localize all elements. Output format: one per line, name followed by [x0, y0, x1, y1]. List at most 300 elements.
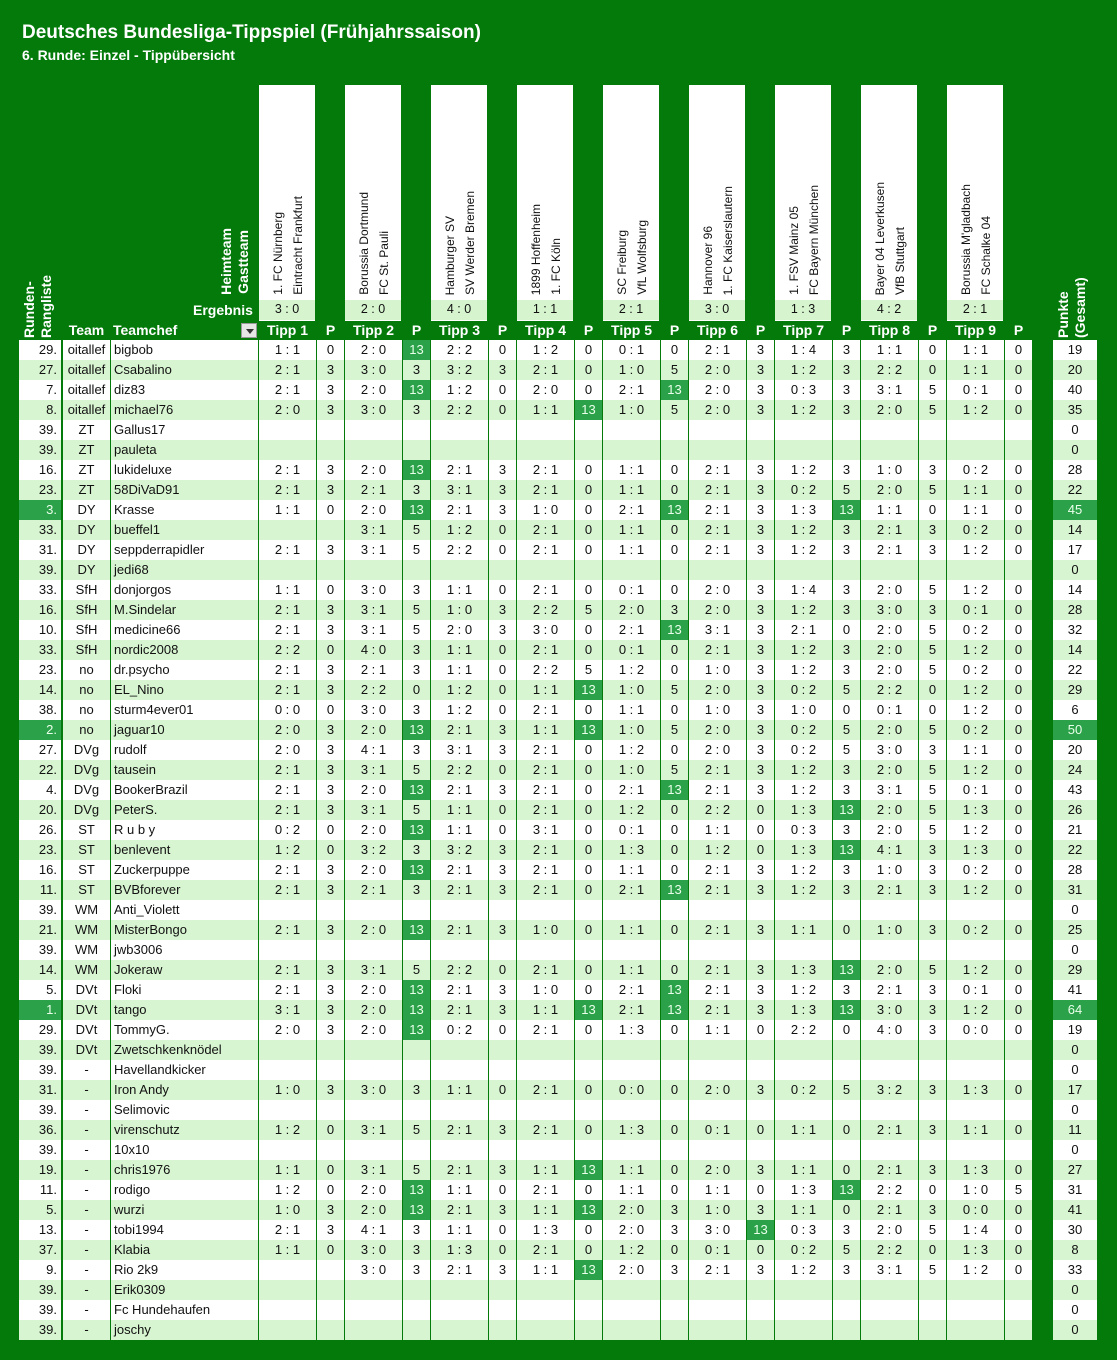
tipp-cell: 2 : 0 — [360, 822, 387, 837]
tipp-cell: 2 : 1 — [704, 1262, 731, 1277]
total-points-cell: 27 — [1067, 1162, 1083, 1177]
rank-cell: 33. — [38, 582, 57, 597]
total-points-cell: 0 — [1071, 1322, 1079, 1337]
tipp-cell: 2 : 1 — [704, 922, 731, 937]
tipp-cell — [431, 1040, 488, 1060]
points-cell: 0 — [1014, 1082, 1023, 1097]
points-cell — [1005, 940, 1032, 960]
points-cell: 3 — [756, 1002, 765, 1017]
table-row — [0, 460, 1117, 480]
tipp-cell: 1 : 2 — [790, 362, 817, 377]
points-cell: 5 — [584, 602, 593, 617]
points-cell: 0 — [842, 702, 851, 717]
points-cell: 3 — [842, 462, 851, 477]
match-home-team: 1899 Hoffenheim — [529, 203, 543, 295]
points-cell: 3 — [756, 382, 765, 397]
points-cell: 3 — [498, 462, 507, 477]
points-cell: 3 — [412, 1222, 421, 1237]
tipp-cell: 1 : 0 — [618, 402, 645, 417]
tipp-cell — [345, 1040, 402, 1060]
tipp-cell: 2 : 1 — [274, 622, 301, 637]
tipp-cell: 0 : 1 — [618, 822, 645, 837]
tipp-cell — [603, 1100, 660, 1120]
tipp-cell — [947, 1140, 1004, 1160]
points-cell: 13 — [833, 1000, 860, 1020]
tipp-cell: 2 : 1 — [704, 882, 731, 897]
points-cell: 3 — [326, 602, 335, 617]
tipp-cell: 1 : 2 — [790, 542, 817, 557]
tipp-cell: 1 : 2 — [274, 1182, 301, 1197]
tipp-cell: 2 : 1 — [704, 542, 731, 557]
tipp-cell — [517, 1280, 574, 1300]
points-cell: 0 — [498, 542, 507, 557]
tipp-cell: 2 : 1 — [274, 382, 301, 397]
team-cell: - — [84, 1242, 89, 1257]
tipp-cell: 1 : 0 — [876, 862, 903, 877]
tipp-cell: 2 : 1 — [532, 1022, 559, 1037]
points-cell: 0 — [584, 782, 593, 797]
points-cell: 13 — [403, 380, 430, 400]
tipp-cell: 1 : 2 — [790, 462, 817, 477]
points-cell: 5 — [928, 822, 937, 837]
points-cell: 0 — [756, 802, 765, 817]
tipp-cell — [345, 940, 402, 960]
team-cell: no — [79, 662, 94, 677]
points-cell: 3 — [498, 862, 507, 877]
points-cell: 3 — [756, 362, 765, 377]
match-header-9 — [947, 85, 1003, 321]
points-cell: 3 — [326, 1082, 335, 1097]
points-cell: 13 — [575, 720, 602, 740]
points-cell: 3 — [928, 882, 937, 897]
tipp-cell — [603, 940, 660, 960]
points-cell: 5 — [842, 722, 851, 737]
points-cell: 0 — [670, 542, 679, 557]
points-cell — [661, 1100, 688, 1120]
tipp-cell: 1 : 3 — [790, 502, 817, 517]
points-cell: 3 — [498, 602, 507, 617]
points-cell: 0 — [1014, 1162, 1023, 1177]
total-points-cell: 19 — [1067, 342, 1083, 357]
tipp-cell: 2 : 0 — [876, 642, 903, 657]
teamchef-cell: virenschutz — [114, 1122, 180, 1137]
tipp-cell: 2 : 1 — [876, 522, 903, 537]
points-cell — [1005, 900, 1032, 920]
points-cell — [317, 520, 344, 540]
table-row — [0, 560, 1117, 580]
points-cell: 0 — [670, 462, 679, 477]
tipp-cell: 1 : 1 — [446, 822, 473, 837]
tipp-cell: 3 : 0 — [360, 362, 387, 377]
rank-cell: 16. — [38, 862, 57, 877]
points-cell: 13 — [747, 1220, 774, 1240]
points-cell: 5 — [842, 1242, 851, 1257]
total-points-cell: 43 — [1067, 782, 1083, 797]
points-cell: 3 — [756, 782, 765, 797]
points-cell: 3 — [412, 882, 421, 897]
points-cell: 3 — [326, 662, 335, 677]
tipp-cell — [775, 1320, 832, 1340]
points-cell — [833, 560, 860, 580]
total-points-cell: 17 — [1067, 542, 1083, 557]
rank-cell: 10. — [38, 622, 57, 637]
tipp-cell — [431, 420, 488, 440]
tipp-cell: 3 : 1 — [446, 742, 473, 757]
table-row — [0, 800, 1117, 820]
points-cell: 13 — [403, 500, 430, 520]
tipp-cell: 2 : 2 — [876, 1182, 903, 1197]
team-cell: - — [84, 1282, 89, 1297]
points-cell: 3 — [498, 842, 507, 857]
tipp-cell: 2 : 1 — [618, 622, 645, 637]
tipp-cell: 1 : 1 — [274, 1242, 301, 1257]
points-cell: 3 — [842, 982, 851, 997]
points-cell: 0 — [1014, 382, 1023, 397]
points-cell: 3 — [842, 342, 851, 357]
table-row — [0, 880, 1117, 900]
points-cell: 13 — [833, 1180, 860, 1200]
points-cell: 3 — [756, 482, 765, 497]
teamchef-cell: sturm4ever01 — [114, 702, 194, 717]
tipp-cell: 0 : 1 — [876, 702, 903, 717]
tipp-cell: 2 : 1 — [274, 962, 301, 977]
tipp-cell — [517, 1140, 574, 1160]
rank-cell: 33. — [38, 642, 57, 657]
points-cell: 3 — [498, 622, 507, 637]
filter-dropdown-icon[interactable] — [241, 323, 257, 338]
table-row — [0, 700, 1117, 720]
teamchef-cell: Selimovic — [114, 1102, 170, 1117]
points-cell — [403, 900, 430, 920]
total-points-cell: 26 — [1067, 802, 1083, 817]
points-cell: 3 — [928, 1022, 937, 1037]
tipp-cell: 1 : 1 — [962, 342, 989, 357]
rank-cell: 5. — [46, 982, 57, 997]
points-cell: 3 — [326, 742, 335, 757]
points-cell — [317, 900, 344, 920]
tipp-cell: 2 : 0 — [704, 1082, 731, 1097]
teamchef-cell: medicine66 — [114, 622, 181, 637]
points-cell: 3 — [498, 1122, 507, 1137]
points-cell: 0 — [584, 702, 593, 717]
points-cell: 3 — [928, 742, 937, 757]
total-points-cell: 24 — [1067, 762, 1083, 777]
tipp-cell: 2 : 0 — [274, 742, 301, 757]
rank-cell: 31. — [38, 1082, 57, 1097]
teamchef-cell: EL_Nino — [114, 682, 164, 697]
points-cell — [489, 1320, 516, 1340]
table-row — [0, 860, 1117, 880]
header-p-4: P — [583, 322, 594, 338]
points-cell: 3 — [326, 722, 335, 737]
team-cell: ST — [78, 882, 95, 897]
tipp-cell: 2 : 1 — [704, 762, 731, 777]
points-cell: 13 — [661, 620, 688, 640]
tipp-cell: 0 : 2 — [790, 1242, 817, 1257]
points-cell — [489, 1300, 516, 1320]
tipp-cell: 1 : 2 — [618, 1242, 645, 1257]
tipp-cell: 2 : 1 — [532, 482, 559, 497]
points-cell: 13 — [403, 460, 430, 480]
tipp-cell: 3 : 1 — [704, 622, 731, 637]
tipp-cell — [689, 900, 746, 920]
tipp-cell: 1 : 2 — [962, 682, 989, 697]
team-cell: ZT — [78, 442, 95, 457]
tipp-cell: 2 : 0 — [360, 722, 387, 737]
points-cell: 3 — [842, 382, 851, 397]
tipp-cell: 1 : 1 — [446, 582, 473, 597]
total-points-cell: 33 — [1067, 1262, 1083, 1277]
tipp-cell: 0 : 1 — [704, 1122, 731, 1137]
match-away-team: FC Bayern München — [807, 184, 821, 295]
points-cell — [747, 1040, 774, 1060]
tipp-cell: 2 : 1 — [790, 622, 817, 637]
tipp-cell — [689, 440, 746, 460]
points-cell — [661, 1320, 688, 1340]
header-tipp-4: Tipp 4 — [525, 322, 566, 338]
tipp-cell: 2 : 1 — [274, 862, 301, 877]
teamchef-cell: Iron Andy — [114, 1082, 169, 1097]
table-row — [0, 660, 1117, 680]
tipp-cell: 0 : 2 — [962, 622, 989, 637]
tipp-cell: 1 : 1 — [876, 502, 903, 517]
points-cell — [403, 1040, 430, 1060]
points-cell: 0 — [928, 702, 937, 717]
tipp-cell: 1 : 2 — [704, 842, 731, 857]
points-cell: 3 — [412, 702, 421, 717]
rank-cell: 29. — [38, 342, 57, 357]
tipp-cell — [775, 440, 832, 460]
tipp-cell: 2 : 1 — [704, 462, 731, 477]
tipp-cell: 2 : 0 — [876, 822, 903, 837]
points-cell: 0 — [584, 762, 593, 777]
total-points-cell: 0 — [1071, 942, 1079, 957]
points-cell: 0 — [584, 1242, 593, 1257]
points-cell: 0 — [584, 342, 593, 357]
rank-cell: 33. — [38, 522, 57, 537]
rank-cell: 19. — [38, 1162, 57, 1177]
tipp-cell: 1 : 3 — [532, 1222, 559, 1237]
points-cell — [317, 1100, 344, 1120]
points-cell: 13 — [661, 1000, 688, 1020]
tipp-cell — [689, 1140, 746, 1160]
header-p-1: P — [325, 322, 336, 338]
table-row — [0, 1280, 1117, 1300]
table-row — [0, 900, 1117, 920]
tipp-cell: 2 : 0 — [704, 582, 731, 597]
tipp-cell: 2 : 1 — [532, 1122, 559, 1137]
tipp-cell: 2 : 2 — [876, 362, 903, 377]
tipp-cell: 0 : 1 — [704, 1242, 731, 1257]
points-cell — [489, 900, 516, 920]
points-cell: 3 — [756, 342, 765, 357]
total-points-cell: 0 — [1071, 1062, 1079, 1077]
tipp-cell: 2 : 0 — [704, 722, 731, 737]
total-points-cell: 28 — [1067, 462, 1083, 477]
tipp-cell: 3 : 0 — [360, 1262, 387, 1277]
points-cell: 5 — [670, 402, 679, 417]
tipp-cell — [345, 1100, 402, 1120]
points-cell — [919, 1040, 946, 1060]
points-cell — [403, 1280, 430, 1300]
points-cell: 0 — [498, 762, 507, 777]
team-cell: DVt — [75, 982, 98, 997]
rank-cell: 39. — [38, 422, 57, 437]
table-row — [0, 580, 1117, 600]
teamchef-cell: Jokeraw — [114, 962, 163, 977]
tipp-cell — [431, 1140, 488, 1160]
points-cell: 3 — [498, 782, 507, 797]
points-cell: 0 — [584, 382, 593, 397]
points-cell — [317, 1300, 344, 1320]
points-cell: 0 — [756, 1182, 765, 1197]
tipp-cell — [947, 1100, 1004, 1120]
team-cell: ST — [78, 862, 95, 877]
points-cell: 0 — [498, 402, 507, 417]
points-cell — [833, 1040, 860, 1060]
tipp-cell: 2 : 0 — [876, 1222, 903, 1237]
tipp-cell: 2 : 1 — [704, 782, 731, 797]
points-cell: 3 — [326, 462, 335, 477]
tipp-cell: 2 : 1 — [704, 862, 731, 877]
table-row — [0, 500, 1117, 520]
rank-cell: 11. — [39, 882, 57, 897]
points-cell: 0 — [1014, 1262, 1023, 1277]
points-cell: 0 — [1014, 1002, 1023, 1017]
points-cell — [661, 1280, 688, 1300]
rank-cell: 21. — [38, 922, 57, 937]
points-cell: 3 — [412, 402, 421, 417]
tipp-cell: 1 : 2 — [618, 662, 645, 677]
match-home-team: Hannover 96 — [701, 226, 715, 295]
tipp-cell: 3 : 2 — [360, 842, 387, 857]
points-cell: 3 — [756, 862, 765, 877]
points-cell: 5 — [670, 682, 679, 697]
points-cell — [1005, 560, 1032, 580]
header-team: Team — [68, 322, 105, 338]
tipp-cell — [947, 440, 1004, 460]
points-cell: 0 — [670, 522, 679, 537]
tipp-cell: 1 : 1 — [962, 1122, 989, 1137]
table-row — [0, 920, 1117, 940]
points-cell: 0 — [670, 662, 679, 677]
tipp-cell: 2 : 1 — [360, 662, 387, 677]
team-cell: DY — [77, 562, 96, 577]
points-cell: 5 — [412, 1122, 421, 1137]
rank-cell: 14. — [38, 682, 57, 697]
tipp-cell: 1 : 1 — [446, 1082, 473, 1097]
points-cell: 3 — [756, 502, 765, 517]
label-ergebnis: Ergebnis — [193, 302, 253, 318]
points-cell: 3 — [498, 1002, 507, 1017]
tipp-cell — [603, 560, 660, 580]
tipp-cell: 2 : 0 — [876, 962, 903, 977]
rank-cell: 1. — [19, 1000, 61, 1020]
points-cell: 0 — [670, 1022, 679, 1037]
tipp-cell: 1 : 1 — [790, 1202, 817, 1217]
team-cell: - — [84, 1062, 89, 1077]
points-cell — [833, 1100, 860, 1120]
tipp-cell — [259, 1320, 316, 1340]
team-cell: - — [84, 1162, 89, 1177]
table-row — [0, 360, 1117, 380]
points-cell — [575, 420, 602, 440]
points-cell: 3 — [928, 982, 937, 997]
team-cell: oitallef — [67, 402, 106, 417]
tipp-cell — [947, 1060, 1004, 1080]
points-cell: 0 — [584, 1182, 593, 1197]
tipp-cell — [861, 1040, 918, 1060]
points-cell: 13 — [403, 920, 430, 940]
tipp-cell: 3 : 1 — [876, 382, 903, 397]
tipp-cell: 2 : 1 — [532, 802, 559, 817]
tipp-cell — [775, 1040, 832, 1060]
teamchef-cell: Zuckerpuppe — [114, 862, 190, 877]
points-cell — [403, 1300, 430, 1320]
tipp-cell: 2 : 1 — [618, 502, 645, 517]
points-cell — [661, 1040, 688, 1060]
team-cell: SfH — [75, 602, 98, 617]
table-row — [0, 420, 1117, 440]
tipp-cell — [259, 1260, 316, 1280]
points-cell: 5 — [412, 602, 421, 617]
tipp-cell: 1 : 1 — [962, 742, 989, 757]
points-cell — [833, 1320, 860, 1340]
rank-cell: 39. — [38, 1302, 57, 1317]
tipp-cell: 1 : 1 — [618, 962, 645, 977]
tipp-cell: 1 : 0 — [876, 922, 903, 937]
tipp-cell: 2 : 0 — [876, 722, 903, 737]
table-row — [0, 1240, 1117, 1260]
rank-cell: 5. — [46, 1202, 57, 1217]
points-cell: 0 — [326, 502, 335, 517]
points-cell — [403, 940, 430, 960]
tipp-cell: 2 : 1 — [360, 482, 387, 497]
tipp-cell: 2 : 1 — [532, 642, 559, 657]
tipp-cell: 2 : 1 — [704, 522, 731, 537]
header-tipp-6: Tipp 6 — [697, 322, 738, 338]
points-cell: 13 — [661, 980, 688, 1000]
points-cell: 0 — [584, 362, 593, 377]
points-cell: 3 — [756, 642, 765, 657]
tipp-cell: 2 : 2 — [532, 662, 559, 677]
tipp-cell: 2 : 1 — [532, 842, 559, 857]
points-cell: 0 — [584, 622, 593, 637]
total-points-cell: 28 — [1067, 862, 1083, 877]
tipp-cell: 2 : 2 — [446, 402, 473, 417]
tipp-cell — [431, 900, 488, 920]
points-cell — [1005, 420, 1032, 440]
tipp-cell: 1 : 1 — [532, 1002, 559, 1017]
tipp-cell: 3 : 1 — [360, 602, 387, 617]
total-points-cell: 32 — [1067, 622, 1083, 637]
total-points-cell: 0 — [1071, 902, 1079, 917]
tipp-cell: 1 : 1 — [704, 1182, 731, 1197]
points-cell: 3 — [498, 922, 507, 937]
tipp-cell: 2 : 0 — [360, 862, 387, 877]
tipp-cell: 1 : 1 — [446, 1222, 473, 1237]
teamchef-cell: nordic2008 — [114, 642, 179, 657]
points-cell: 3 — [756, 882, 765, 897]
tipp-cell: 2 : 0 — [876, 802, 903, 817]
header-p-5: P — [669, 322, 680, 338]
rank-cell: 7. — [46, 382, 57, 397]
team-cell: DY — [77, 542, 96, 557]
tipp-cell — [517, 1300, 574, 1320]
tipp-cell — [345, 1320, 402, 1340]
points-cell: 0 — [584, 882, 593, 897]
total-points-cell: 22 — [1067, 482, 1083, 497]
